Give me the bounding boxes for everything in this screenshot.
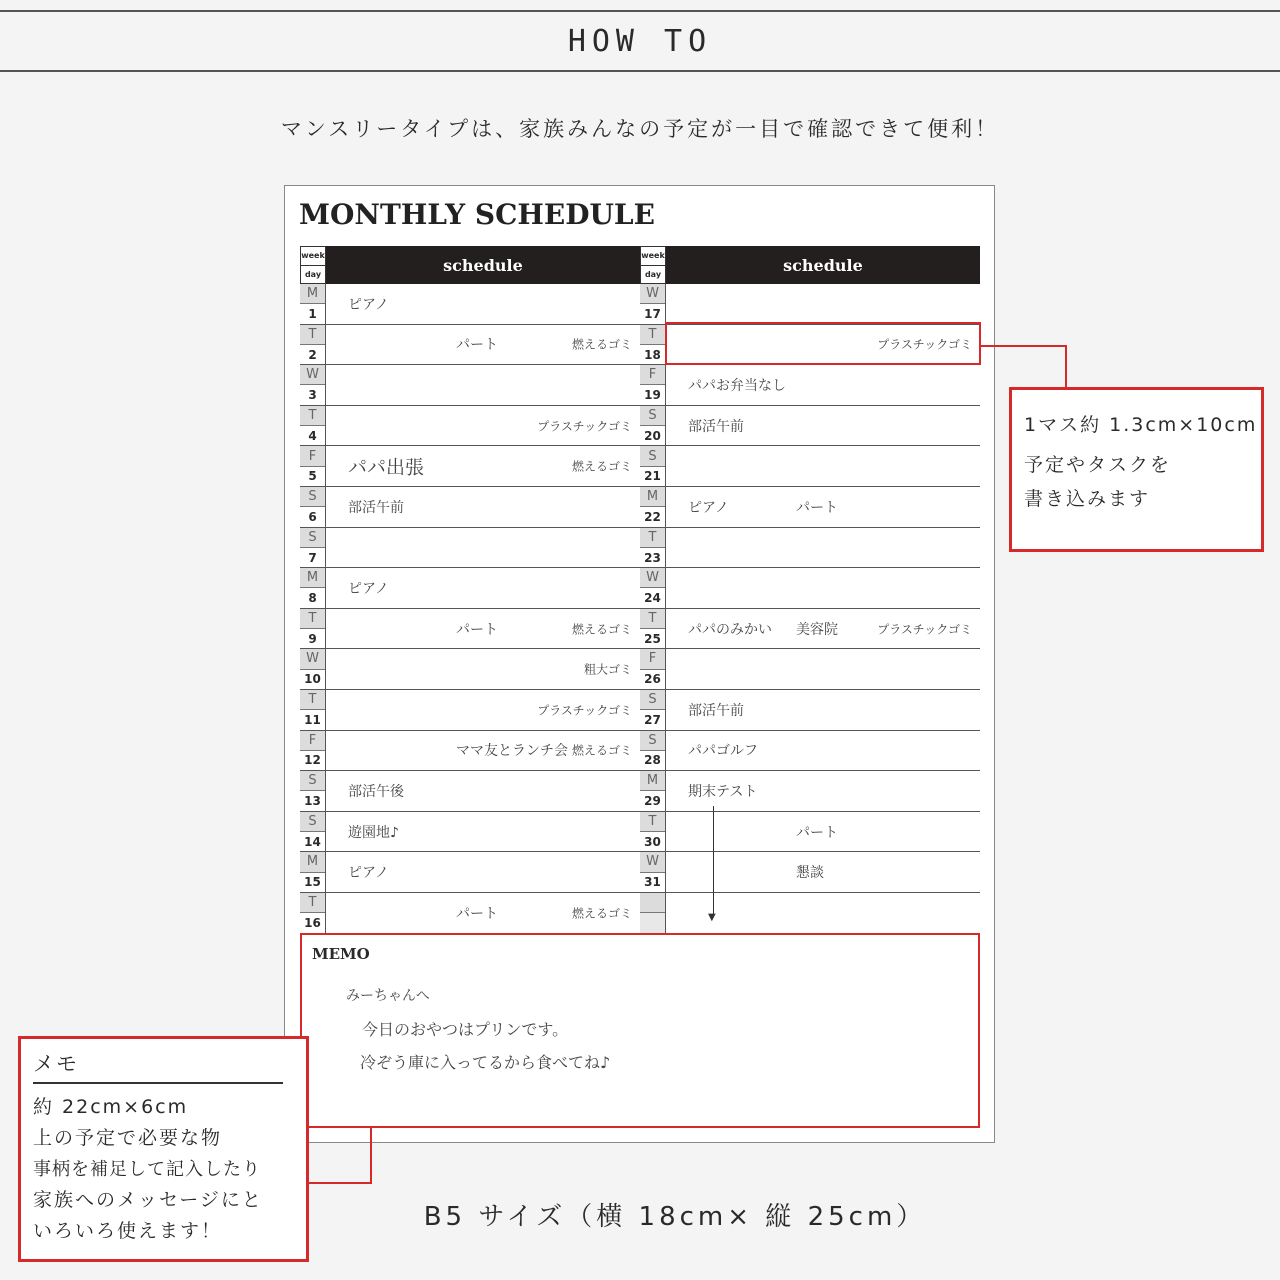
- day-number: 15: [300, 872, 325, 892]
- schedule-cell[interactable]: [666, 568, 980, 608]
- day-row: [640, 406, 980, 447]
- schedule-cell[interactable]: [666, 690, 980, 730]
- schedule-entry: 部活午前: [348, 499, 404, 516]
- day-row: [640, 771, 980, 812]
- weekday-cell: [640, 528, 666, 568]
- weekday-cell: [300, 690, 326, 730]
- day-row: [640, 365, 980, 406]
- schedule-cell[interactable]: [326, 852, 640, 892]
- schedule-cell[interactable]: [326, 690, 640, 730]
- schedule-entry: 懇談: [796, 865, 824, 882]
- schedule-entry: パパゴルフ: [688, 743, 758, 760]
- weekday-cell: [640, 609, 666, 649]
- column-header: [640, 246, 980, 284]
- schedule-entry: プラスチックゴミ: [537, 703, 632, 718]
- weekday-cell: [640, 893, 666, 933]
- weekday-letter: S: [300, 812, 325, 831]
- memo-note-line: 家族へのメッセージにと: [33, 1189, 263, 1211]
- weekday-cell: [640, 568, 666, 608]
- day-row: [640, 690, 980, 731]
- weekday-cell: [640, 325, 666, 365]
- weekday-cell: [300, 568, 326, 608]
- schedule-entry: 燃えるゴミ: [571, 622, 632, 637]
- day-number: 7: [300, 547, 325, 567]
- weekday-cell: [300, 284, 326, 324]
- weekday-letter: W: [300, 365, 325, 384]
- day-number: 2: [300, 344, 325, 364]
- schedule-entry: ピアノ: [348, 296, 389, 313]
- schedule-cell[interactable]: [666, 771, 980, 811]
- day-label: day: [640, 266, 666, 285]
- sheet-title: MONTHLY SCHEDULE: [299, 198, 655, 231]
- weekday-letter: W: [640, 568, 665, 587]
- weekday-letter: T: [640, 812, 665, 831]
- callout-line: [981, 345, 1067, 347]
- weekday-letter: M: [300, 568, 325, 587]
- day-row: [300, 812, 640, 853]
- schedule-cell[interactable]: [666, 406, 980, 446]
- day-number: 4: [300, 425, 325, 445]
- day-number: 25: [640, 628, 665, 648]
- day-number: 16: [300, 912, 325, 932]
- left-rows: [300, 284, 640, 934]
- day-number: 21: [640, 466, 665, 486]
- arrow-down-icon: ▼: [708, 912, 716, 923]
- schedule-cell[interactable]: [326, 406, 640, 446]
- weekday-cell: [640, 406, 666, 446]
- highlight-cell-outline: [665, 322, 981, 365]
- schedule-entry: 粗大ゴミ: [583, 662, 632, 677]
- weekday-letter: [640, 893, 665, 912]
- day-row: [300, 487, 640, 528]
- day-number: 18: [640, 344, 665, 364]
- schedule-cell[interactable]: [326, 893, 640, 933]
- weekday-letter: S: [640, 446, 665, 465]
- schedule-entry: ピアノ: [688, 499, 729, 516]
- left-column: [300, 246, 640, 934]
- schedule-entry: ピアノ: [348, 865, 389, 882]
- weekday-letter: M: [300, 284, 325, 303]
- schedule-entry: 部活午前: [688, 702, 744, 719]
- day-number: 20: [640, 425, 665, 445]
- schedule-cell[interactable]: [666, 609, 980, 649]
- schedule-cell[interactable]: [326, 649, 640, 689]
- weekday-cell: [300, 649, 326, 689]
- weekday-cell: [640, 771, 666, 811]
- day-row: [640, 487, 980, 528]
- schedule-entry: 美容院: [796, 621, 838, 638]
- schedule-entry: 燃えるゴミ: [571, 743, 632, 758]
- weekday-cell: [640, 852, 666, 892]
- day-number: 26: [640, 669, 665, 689]
- schedule-label: schedule: [326, 246, 640, 284]
- day-row: [300, 731, 640, 772]
- schedule-entry: パート: [456, 621, 498, 638]
- schedule-entry: パパお弁当なし: [688, 377, 786, 394]
- memo-line: 今日のおやつはプリンです。: [362, 1020, 569, 1039]
- weekday-cell: [640, 812, 666, 852]
- day-number: 11: [300, 709, 325, 729]
- memo-note-title: メモ: [33, 1049, 283, 1084]
- weekday-cell: [640, 446, 666, 486]
- weekday-letter: S: [300, 487, 325, 506]
- memo-note-line: いろいろ使えます！: [33, 1220, 223, 1242]
- schedule-cell[interactable]: [326, 771, 640, 811]
- day-row: [300, 528, 640, 569]
- weekday-cell: [300, 487, 326, 527]
- schedule-cell[interactable]: [326, 446, 640, 486]
- schedule-cell[interactable]: [326, 609, 640, 649]
- weekday-cell: [300, 528, 326, 568]
- weekday-letter: T: [640, 609, 665, 628]
- weekday-letter: S: [640, 731, 665, 750]
- intro-text: マンスリータイプは、家族みんなの予定が一目で確認できて便利！: [280, 117, 1000, 141]
- weekday-letter: T: [640, 325, 665, 344]
- schedule-entry: 燃えるゴミ: [571, 906, 632, 921]
- weekday-letter: F: [300, 731, 325, 750]
- weekday-cell: [300, 325, 326, 365]
- day-row: [300, 609, 640, 650]
- callout-line: [370, 1127, 372, 1184]
- weekday-cell: [300, 852, 326, 892]
- schedule-entry: 部活午前: [688, 418, 744, 435]
- weekday-letter: S: [300, 771, 325, 790]
- weekday-letter: T: [300, 893, 325, 912]
- weekday-cell: [640, 649, 666, 689]
- size-text: B5 サイズ（横 18cm× 縦 25cm）: [423, 1202, 927, 1232]
- schedule-entry: パート: [796, 499, 838, 516]
- day-number: 13: [300, 790, 325, 810]
- weekday-letter: M: [300, 852, 325, 871]
- schedule-cell[interactable]: [326, 365, 640, 405]
- day-row: [300, 446, 640, 487]
- schedule-entry: 燃えるゴミ: [571, 459, 632, 474]
- day-row: [300, 852, 640, 893]
- right-rows: [640, 284, 980, 934]
- schedule-entry: パート: [456, 337, 498, 354]
- schedule-cell[interactable]: [666, 487, 980, 527]
- day-row: [300, 568, 640, 609]
- day-number: 3: [300, 384, 325, 404]
- weekday-letter: T: [640, 528, 665, 547]
- weekday-cell: [300, 446, 326, 486]
- weekday-cell: [300, 731, 326, 771]
- schedule-cell[interactable]: [666, 649, 980, 689]
- schedule-cell[interactable]: [326, 487, 640, 527]
- schedule-entry: プラスチックゴミ: [537, 419, 632, 434]
- weekday-letter: S: [300, 528, 325, 547]
- schedule-entry: パート: [796, 824, 838, 841]
- day-row: [300, 365, 640, 406]
- weekday-cell: [640, 365, 666, 405]
- day-number: 12: [300, 750, 325, 770]
- day-row: [300, 893, 640, 934]
- day-number: [640, 912, 665, 932]
- schedule-entry: ピアノ: [348, 580, 389, 597]
- memo-line: 冷ぞう庫に入ってるから食べてね♪: [360, 1053, 611, 1072]
- day-number: 31: [640, 872, 665, 892]
- cell-size-callout: [1009, 387, 1264, 552]
- day-row: [640, 609, 980, 650]
- memo-label: MEMO: [312, 945, 370, 963]
- callout-line: [308, 1182, 372, 1184]
- memo-note-line: 約 22cm×6cm: [33, 1096, 189, 1118]
- weekday-letter: F: [300, 446, 325, 465]
- day-number: 29: [640, 790, 665, 810]
- weekday-letter: S: [640, 406, 665, 425]
- schedule-entry: プラスチックゴミ: [877, 337, 972, 352]
- memo-note-line: 事柄を補足して記入したり: [33, 1159, 261, 1180]
- day-row: [640, 812, 980, 853]
- schedule-entry: 期末テスト: [688, 783, 758, 800]
- schedule-cell[interactable]: [326, 568, 640, 608]
- weekday-letter: T: [300, 325, 325, 344]
- schedule-entry: プラスチックゴミ: [877, 622, 972, 637]
- weekday-letter: T: [300, 609, 325, 628]
- day-row: [640, 284, 980, 325]
- callout-line: [1065, 345, 1067, 388]
- day-number: 6: [300, 506, 325, 526]
- weekday-letter: F: [640, 649, 665, 668]
- weekday-cell: [640, 284, 666, 324]
- weekday-cell: [300, 609, 326, 649]
- weekday-letter: T: [300, 406, 325, 425]
- day-row: [640, 649, 980, 690]
- weekday-letter: M: [640, 487, 665, 506]
- schedule-cell[interactable]: [666, 365, 980, 405]
- schedule-cell[interactable]: [326, 325, 640, 365]
- weekday-cell: [300, 771, 326, 811]
- day-number: 10: [300, 669, 325, 689]
- schedule-cell[interactable]: [666, 731, 980, 771]
- weekday-cell: [300, 812, 326, 852]
- schedule-entry: 遊園地♪: [348, 824, 399, 841]
- schedule-entry: パパのみかい: [688, 621, 772, 638]
- schedule-cell[interactable]: [326, 528, 640, 568]
- day-row: [640, 568, 980, 609]
- day-row: [300, 690, 640, 731]
- day-number: 17: [640, 303, 665, 323]
- weekday-letter: M: [640, 771, 665, 790]
- day-number: 9: [300, 628, 325, 648]
- schedule-cell[interactable]: [326, 812, 640, 852]
- day-row: [300, 325, 640, 366]
- schedule-cell[interactable]: [326, 284, 640, 324]
- memo-area: [300, 933, 980, 1128]
- weekday-letter: W: [300, 649, 325, 668]
- weekday-letter: W: [640, 284, 665, 303]
- page-title: HOW TO: [567, 23, 713, 59]
- day-row: [300, 649, 640, 690]
- cell-note-line: 1マス約 1.3cm×10cm: [1024, 414, 1258, 436]
- day-number: 8: [300, 587, 325, 607]
- day-number: 30: [640, 831, 665, 851]
- weekday-letter: T: [300, 690, 325, 709]
- weekday-cell: [300, 893, 326, 933]
- weekday-letter: F: [640, 365, 665, 384]
- day-number: 19: [640, 384, 665, 404]
- schedule-cell[interactable]: [666, 446, 980, 486]
- day-number: 24: [640, 587, 665, 607]
- day-row: [640, 446, 980, 487]
- week-label: week: [640, 246, 666, 266]
- memo-line: みーちゃんへ: [346, 988, 430, 1004]
- day-number: 27: [640, 709, 665, 729]
- day-row: [300, 771, 640, 812]
- day-number: 28: [640, 750, 665, 770]
- weekday-letter: W: [640, 852, 665, 871]
- memo-note-line: 上の予定で必要な物: [33, 1127, 223, 1149]
- day-number: 5: [300, 466, 325, 486]
- day-row: [640, 893, 980, 934]
- day-row: [640, 852, 980, 893]
- day-row: [300, 406, 640, 447]
- schedule-entry: 燃えるゴミ: [571, 337, 632, 352]
- weekday-cell: [640, 690, 666, 730]
- schedule-entry: パート: [456, 905, 498, 922]
- week-label: week: [300, 246, 326, 266]
- cell-note-line: 書き込みます: [1024, 488, 1151, 510]
- weekday-letter: S: [640, 690, 665, 709]
- schedule-cell[interactable]: [666, 528, 980, 568]
- weekday-cell: [300, 406, 326, 446]
- weekday-cell: [640, 731, 666, 771]
- schedule-cell[interactable]: [326, 731, 640, 771]
- schedule-cell[interactable]: [666, 284, 980, 324]
- weekday-cell: [300, 365, 326, 405]
- schedule-entry: ママ友とランチ会: [456, 743, 568, 760]
- day-number: 1: [300, 303, 325, 323]
- day-row: [640, 731, 980, 772]
- column-header: [300, 246, 640, 284]
- day-row: [300, 284, 640, 325]
- day-row: [640, 528, 980, 569]
- page-header: [0, 10, 1280, 72]
- day-number: 22: [640, 506, 665, 526]
- day-label: day: [300, 266, 326, 285]
- day-number: 23: [640, 547, 665, 567]
- day-number: 14: [300, 831, 325, 851]
- schedule-entry: 部活午後: [348, 783, 404, 800]
- cell-note-line: 予定やタスクを: [1024, 454, 1172, 476]
- schedule-label: schedule: [666, 246, 980, 284]
- schedule-entry: パパ出張: [348, 456, 425, 479]
- arrow-line: [713, 806, 714, 916]
- weekday-cell: [640, 487, 666, 527]
